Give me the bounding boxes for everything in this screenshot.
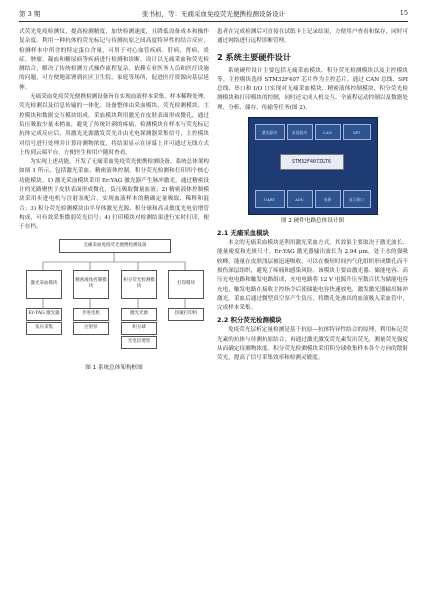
figure-1-caption: 图 1 系统总体架构框图: [85, 364, 143, 371]
hardware-board-figure: [248, 117, 378, 215]
diagram-box: Er:YAG 激光器: [26, 308, 62, 321]
diagram-box: 激光采血模块: [26, 270, 62, 299]
left-column: [19, 28, 209, 373]
paragraph: 本文的无痛采血模块是利用激光采血方式，其效果主要取决于激光波长、能量密度和光斑尺寸。Er:YAG 激光器输出波长为 2.94 μm，处于水的强吸收峰，能量在皮肤浅层被迅速吸收，可以在极短时间内气化组织形成微孔而不损伤深层组织，避免了疼痛和感染风险。该模块主要由激光器、储能电容、高压充电电路和触发电路组成，充电电路将 12 V 电源升压至数百伏为储能电容充电，触发电路在接收主控指令后使储能电容快速放电，激发激光器输出脉冲激光。采血后通过微型真空泵产生负压，将微孔处渗出的血液吸入采血管中，完成样本采集。: [217, 240, 408, 312]
right-column: [217, 28, 408, 364]
diagram-box: 光电倍增管: [121, 336, 157, 349]
diagram-box: 步进电机: [73, 308, 109, 321]
diagram-title-box: 无痛采血免疫荧光便携检测设备: [59, 239, 171, 253]
figure-connectors: [19, 236, 209, 364]
paragraph: 为实现上述功能，开发了无痛采血免疫荧光便携检测设备，系统总体架构如图 1 所示，包括激光采血、精密液体控制、积分荧光检测和打印四个核心功能模块。1) 激光采血模块采用 Er:YAG 激光器产生脉冲激光，通过精密设计的光路聚焦于皮肤表面形成微孔，负压吸取微量血液；2) 精密液体控制模块采用步进电机与注射泵配合，实现血液样本的精确定量吸取、稀释和混合；3) 积分荧光检测模块由半导体激光光源、积分球和高灵敏度光电倍增管构成，可有效采集微弱荧光信号；4) 打印模块对检测结果进行实时打印，便于存档。: [19, 159, 210, 231]
paragraph: 式荧光免疫检测仪，提高检测精度，加快检测速度，且降低设备成本和操作复杂度。利用一种抗体的荧光标记与待测抗原之间高度特异性的结合反应，检测样本中所含的特定蛋白含量，可用于对心血管疾病、肝病、肾病、炎症、肿瘤、凝血和糖尿病等疾病进行检测和诊断。设计以无痛采血和荧光检测结合，解决了传统检测方式操作流程复杂、依赖专业医务人员和医疗设施的问题，可方便地部署到社区卫生院、家庭等场所，促进医疗资源向基层延伸。: [19, 29, 209, 91]
board-module: 步进驱动: [287, 124, 313, 140]
diagram-box: 负压采集: [26, 322, 62, 335]
system-architecture-figure: [19, 236, 209, 364]
running-title: 张书桓，等：无痛采血免疫荧光便携检测设备设计: [142, 10, 285, 18]
board-module: ADC: [287, 190, 313, 208]
board-module: CAN: [315, 124, 341, 140]
board-module: UART: [255, 190, 285, 208]
diagram-box: 积分荧光检测模块: [121, 270, 157, 299]
board-module: SPI: [343, 124, 371, 140]
board-module: 显示接口: [343, 190, 371, 208]
paragraph: 无痛采血免疫荧光便携检测设备旨在实现血液样本采集、样本稀释处理、荧光检测以及信息传输的一体化。设备整体由采血模块、荧光检测模块、主控模块和数据交互模块组成。采血模块利用激光在皮肤表面形成微孔，通过负压吸取少量末梢血，避免了传统针刺的疼痛。检测模块在样本与荧光标记抗体完成反应后，用激光光源激发荧光并由光电探测器采集信号，主控模块对信号进行处理并计算待测物浓度，将结果显示在屏幕上并可通过无线方式上传到云端平台，方便医生和用户随时查看。: [19, 94, 210, 156]
issue-number: 第 3 期: [19, 10, 41, 18]
diagram-box: 激光光源: [121, 308, 157, 321]
header-rule: [19, 21, 408, 22]
board-module: 激光驱动: [255, 124, 285, 140]
diagram-box: 注射泵: [73, 322, 109, 335]
mcu-chip: STM32F407ZGT6: [280, 154, 344, 170]
figure-2-caption: 图 2 硬件电路总体设计图: [280, 218, 345, 225]
paragraph: 系统硬件设计主要包括无痛采血模块、积分荧光检测模块以及主控模块等。主控模块选择 STM32F407 芯片作为主控芯片，通过 CAN 总线、SPI 总线、串口和 I/O 口实现对无痛采血模块、精密液体控制模块、积分荧光检测模块和打印模块的控制，同时还完成人机交互、全流程运动控制以及数据处理、分析、储存、传输等任务(图 2)。: [217, 67, 408, 111]
running-header: [19, 9, 408, 21]
paragraph: 患者在完成检测后可直接在试纸卡上记录结果，方便用户查看和保存，同时可通过网络进行远程诊断管理。: [217, 29, 408, 45]
subsection-heading: 2.1 无痛采血模块: [217, 229, 269, 238]
diagram-box: 热敏打印机: [168, 308, 204, 321]
board-module: 电源: [315, 190, 341, 208]
paragraph: 免疫荧光层析定量检测是基于抗原—抗体特异性结合的原理，利用标记荧光素的抗体与待测抗原结合，再通过激光激发荧光素发出荧光，测量荧光强度从而确定待测物浓度。积分荧光检测模块采用积分球收集样本各个方向的散射荧光，提高了信号采集效率和检测灵敏度。: [217, 327, 408, 362]
diagram-box: 精密液体控制模块: [73, 270, 109, 299]
subsection-heading: 2.2 积分荧光检测模块: [217, 316, 282, 325]
diagram-box: 打印模块: [168, 270, 204, 299]
section-heading: 2 系统主要硬件设计: [217, 51, 292, 62]
page-number: 15: [399, 9, 408, 17]
diagram-box: 积分球: [121, 322, 157, 335]
